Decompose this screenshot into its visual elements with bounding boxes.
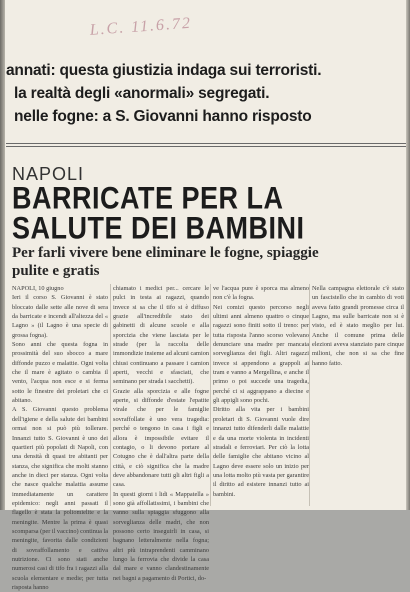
- article-column-1: [12, 284, 108, 592]
- column-divider: [210, 284, 211, 506]
- headline-line-1: annati: questa giustizia indaga sui terroristi.: [6, 62, 322, 79]
- section-divider: [6, 143, 406, 144]
- article-title-line-2: SALUTE DEI BAMBINI: [12, 210, 305, 246]
- paper-edge-right: [406, 0, 410, 510]
- headline-line-2: la realtà degli «anormali» segregati.: [14, 85, 270, 102]
- paragraph: A S. Giovanni questo problema dell'igiene e della salute dei bambini ormai non si può più tollerare. Innanzi tutto S. Giovanni è uno dei quartieri più popolati di Napoli, con una densità di quasi tre abitanti per stanza, che significa che molti stanno anche in dieci per stanza. Ogni volta che nasce qualche malattia assume immediatamente un carattere epidemico: negli anni passati il flagello è stata la poliomielite e la meningite. Mentre la prima è quasi scomparsa (per il vaccino) continua la meningite, favorita dalle condizioni di sovraffollamento e cattiva nutrizione. Ci sono stati anche numerosi casi di tifo fra i ragazzi alla scuola elementare e medie; per tutta risposta hanno: [12, 406, 108, 591]
- previous-article-headline: [0, 58, 406, 148]
- column-divider: [110, 284, 111, 506]
- article-column-3: [213, 284, 309, 499]
- article-column-4: [312, 284, 404, 368]
- paragraph: Nella campagna elettorale c'è stato un fascistello che in cambio di voti aveva fatto grandi promesse circa il Lagno, ma sulle barricate non si è visto, ed è stato meglio per lui. Anche il comune prima delle elezioni aveva stanziato pare cinque milioni, che non si sa che fine hanno fatto.: [312, 285, 404, 367]
- paragraph: chiamato i medici per... cercare le pulci in testa ai ragazzi, quando invece si sa che il tifo si è diffuso grazie all'incredibile stato dei gabinetti di alcune scuole e alla sporcizia che viene lasciata per le strade (per la raccolta delle immondizie insieme ad alcuni camion chiusi continuano a passare i camion aperti, vecchi e sfasciati, che seminano per strada i sacchetti).: [113, 285, 209, 386]
- column-divider: [309, 284, 310, 506]
- article-subtitle: [12, 244, 402, 280]
- handwritten-date-annotation: L.C. 11.6.72: [89, 14, 193, 39]
- article-subtitle-line-1: Per farli vivere bene eliminare le fogne, spiaggie: [12, 245, 319, 261]
- article-subtitle-line-2: pulite e gratis: [12, 263, 100, 279]
- article-title-line-1: BARRICATE PER LA: [12, 180, 284, 216]
- article-column-2: [113, 284, 209, 583]
- paragraph: Sono anni che questa fogna in prossimità del suo sbocco a mare diffonde puzzo e malattie. Ogni volta che il mare è agitato o cambia il vento, l'acqua non esce e si ferma sotto le finestre dei proletari che ci abitano.: [12, 341, 108, 405]
- paragraph: In questi giorni i lidi « Mappatella » sono già affollatissimi, i bambini che vanno sulla spiaggia sfuggono alla sorveglianza delle madri, che non possono certo inseguirli in casa, si bagnano letteralmente nella fogna; altri più intraprendenti camminano lungo la ferrovia che divide la casa dal mare e vanno clandestinamente nei bagni a pagamento di Portici, do-: [113, 490, 209, 582]
- paragraph: Grazie alla sporcizia e alle fogne aperte, si diffonde d'estate l'epatite virale che per le famiglie sovraffollate è uno vera tragedia: perché o tengono in casa i figli e allora è impossibile evitare il contagio, o li devono portare al Cotugno che è dall'altra parte della città, e ciò significa che la madre deve abbandonare tutti gli altri figli a casa.: [113, 387, 209, 489]
- headline-line-3: nelle fogne: a S. Giovanni hanno risposto: [14, 108, 312, 125]
- dateline-city: NAPOLI: [12, 164, 85, 184]
- paragraph: ve l'acqua pure è sporca ma almeno non c'è la fogna.: [213, 285, 309, 302]
- paragraph: Nei comizi questo percorso negli ultimi anni almeno quattro o cinque ragazzi sono finiti sotto il treno: per tutta risposta l'anno scorso volevano denunciare una madre per mancata sorveglianza dei figli. Altri ragazzi invece si appendono a grappoli ai tram e vanno a Mergellina, e anche il primo o poi succede una tragedia, perché ci si aggrappano a diecine e gli appigli sono pochi.: [213, 303, 309, 405]
- section-divider: [6, 146, 406, 147]
- paragraph: NAPOLI, 10 giugno: [12, 285, 64, 292]
- paragraph: Ieri il corso S. Giovanni è stato bloccato dalle sette alle nove di sera da barricate e incendi all'altezza del « Lagno » (il Lagno è una specie di grossa fogna).: [12, 294, 108, 339]
- paragraph: Diritto alla vita per i bambini proletari di S. Giovanni vuole dire innanzi tutto difenderli dalle malattie e da una morte violenta in incidenti stradali e ferroviari. Per ciò la lotta delle famiglie che abitano vicino al Lagno deve essere solo un inizio per una lotta molto più vasta per garantire il diritto ad esistere innanzi tutto ai bambini.: [213, 406, 309, 498]
